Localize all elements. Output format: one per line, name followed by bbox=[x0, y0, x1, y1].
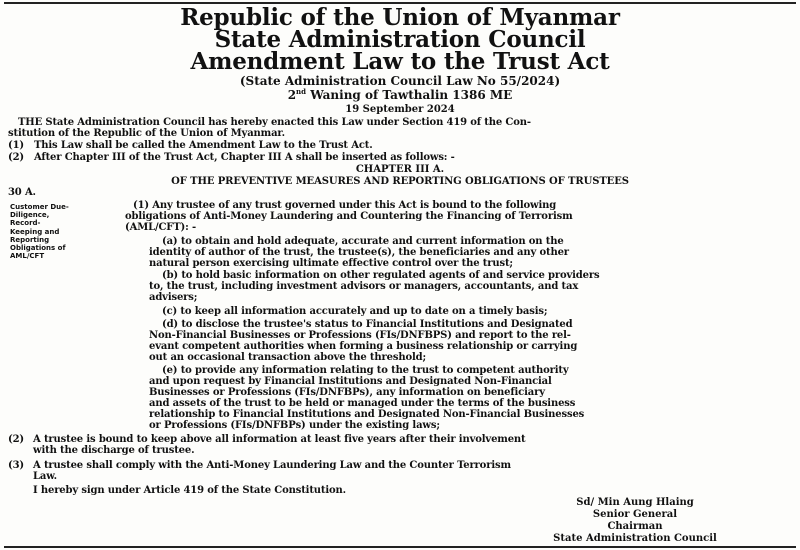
item-e-line-3: Businesses or Professions (FIs/DNFBPs), any information on beneficiary bbox=[149, 387, 545, 398]
clause-2-text: After Chapter III of the Trust Act, Chapter III A shall be inserted as follows: - bbox=[34, 152, 455, 163]
date-ordinal-suffix: nd bbox=[296, 87, 307, 96]
sub2-number: (2) bbox=[8, 434, 24, 445]
title-council: State Administration Council bbox=[214, 26, 586, 53]
myanmar-date bbox=[0, 88, 800, 102]
preamble-line-1: THE State Administration Council has hereby enacted this Law under Section 419 of the Con- bbox=[18, 117, 531, 128]
item-e-line-2: and upon request by Financial Institutions and Designated Non-Financial bbox=[149, 376, 552, 387]
date-ordinal: 2 bbox=[287, 88, 297, 102]
signature-rank: Senior General bbox=[592, 509, 678, 520]
item-e-line-1: (e) to provide any information relating to the trust to competent authority bbox=[162, 365, 569, 376]
sub3-number: (3) bbox=[8, 460, 24, 471]
chapter-heading: OF THE PREVENTIVE MEASURES AND REPORTING OBLIGATIONS OF TRUSTEES bbox=[171, 176, 629, 187]
item-a-line-2: identity of author of the trust, the trustee(s), the beneficiaries and any other bbox=[149, 247, 569, 258]
title-law: Amendment Law to the Trust Act bbox=[190, 48, 610, 75]
signature-name: Sd/ Min Aung Hlaing bbox=[576, 497, 694, 508]
item-d-line-2: Non-Financial Businesses or Professions (FIs/DNFBPS) and report to the rel- bbox=[149, 330, 571, 341]
item-d-line-3: evant competent authorities when forming a business relationship or carrying bbox=[149, 341, 578, 352]
item-e-line-5: relationship to Financial Institutions and Designated Non-Financial Businesses bbox=[149, 409, 585, 420]
gregorian-date: 19 September 2024 bbox=[345, 104, 455, 115]
sub1-line-1: (1) Any trustee of any trust governed under this Act is bound to the following bbox=[133, 200, 557, 211]
signature-body: State Administration Council bbox=[553, 533, 717, 544]
item-e-line-6: or Professions (FIs/DNFBPs) under the existing laws; bbox=[149, 420, 440, 431]
clause-1-text: This Law shall be called the Amendment Law to the Trust Act. bbox=[34, 140, 373, 151]
bottom-rule bbox=[4, 546, 796, 548]
sub1-line-3: (AML/CFT): - bbox=[125, 222, 196, 233]
item-d-line-1: (d) to disclose the trustee's status to Financial Institutions and Designated bbox=[162, 319, 573, 330]
sub2-line-1: A trustee is bound to keep above all information at least five years after their involvement bbox=[33, 434, 526, 445]
item-a-line-3: natural person exercising ultimate effective control over the trust; bbox=[149, 258, 513, 269]
sub3-line-1: A trustee shall comply with the Anti-Money Laundering Law and the Counter Terrorism bbox=[33, 460, 511, 471]
item-d-line-4: out an occasional transaction above the threshold; bbox=[149, 352, 427, 363]
item-a-line-1: (a) to obtain and hold adequate, accurate and current information on the bbox=[162, 236, 564, 247]
chapter-title: CHAPTER III A. bbox=[355, 164, 445, 175]
item-c-line-1: (c) to keep all information accurately and up to date on a timely basis; bbox=[162, 306, 548, 317]
item-b-line-3: advisers; bbox=[149, 292, 198, 303]
section-number: 30 A. bbox=[8, 187, 36, 198]
clause-1-number: (1) bbox=[8, 140, 24, 151]
item-b-line-1: (b) to hold basic information on other regulated agents of and service providers bbox=[162, 270, 600, 281]
law-number: (State Administration Council Law No 55/2024) bbox=[239, 74, 561, 88]
item-e-line-4: and assets of the trust to be held or managed under the terms of the business bbox=[149, 398, 576, 409]
sub2-line-2: with the discharge of trustee. bbox=[33, 445, 195, 456]
closing-statement: I hereby sign under Article 419 of the State Constitution. bbox=[33, 485, 347, 496]
preamble-line-2: stitution of the Republic of the Union of Myanmar. bbox=[8, 128, 285, 139]
sub3-line-2: Law. bbox=[33, 471, 57, 482]
clause-2-number: (2) bbox=[8, 152, 24, 163]
item-b-line-2: to, the trust, including investment advisors or managers, accountants, and tax bbox=[149, 281, 579, 292]
side-note: Customer Due- Diligence, Record- Keeping and Reporting Obligations of AML/CFT bbox=[10, 203, 69, 261]
sub1-line-2: obligations of Anti-Money Laundering and Countering the Financing of Terrorism bbox=[125, 211, 573, 222]
signature-role: Chairman bbox=[607, 521, 663, 532]
preamble-lead: THE bbox=[18, 117, 43, 128]
title-country: Republic of the Union of Myanmar bbox=[180, 4, 620, 31]
date-rest: Waning of Tawthalin 1386 ME bbox=[306, 88, 513, 102]
